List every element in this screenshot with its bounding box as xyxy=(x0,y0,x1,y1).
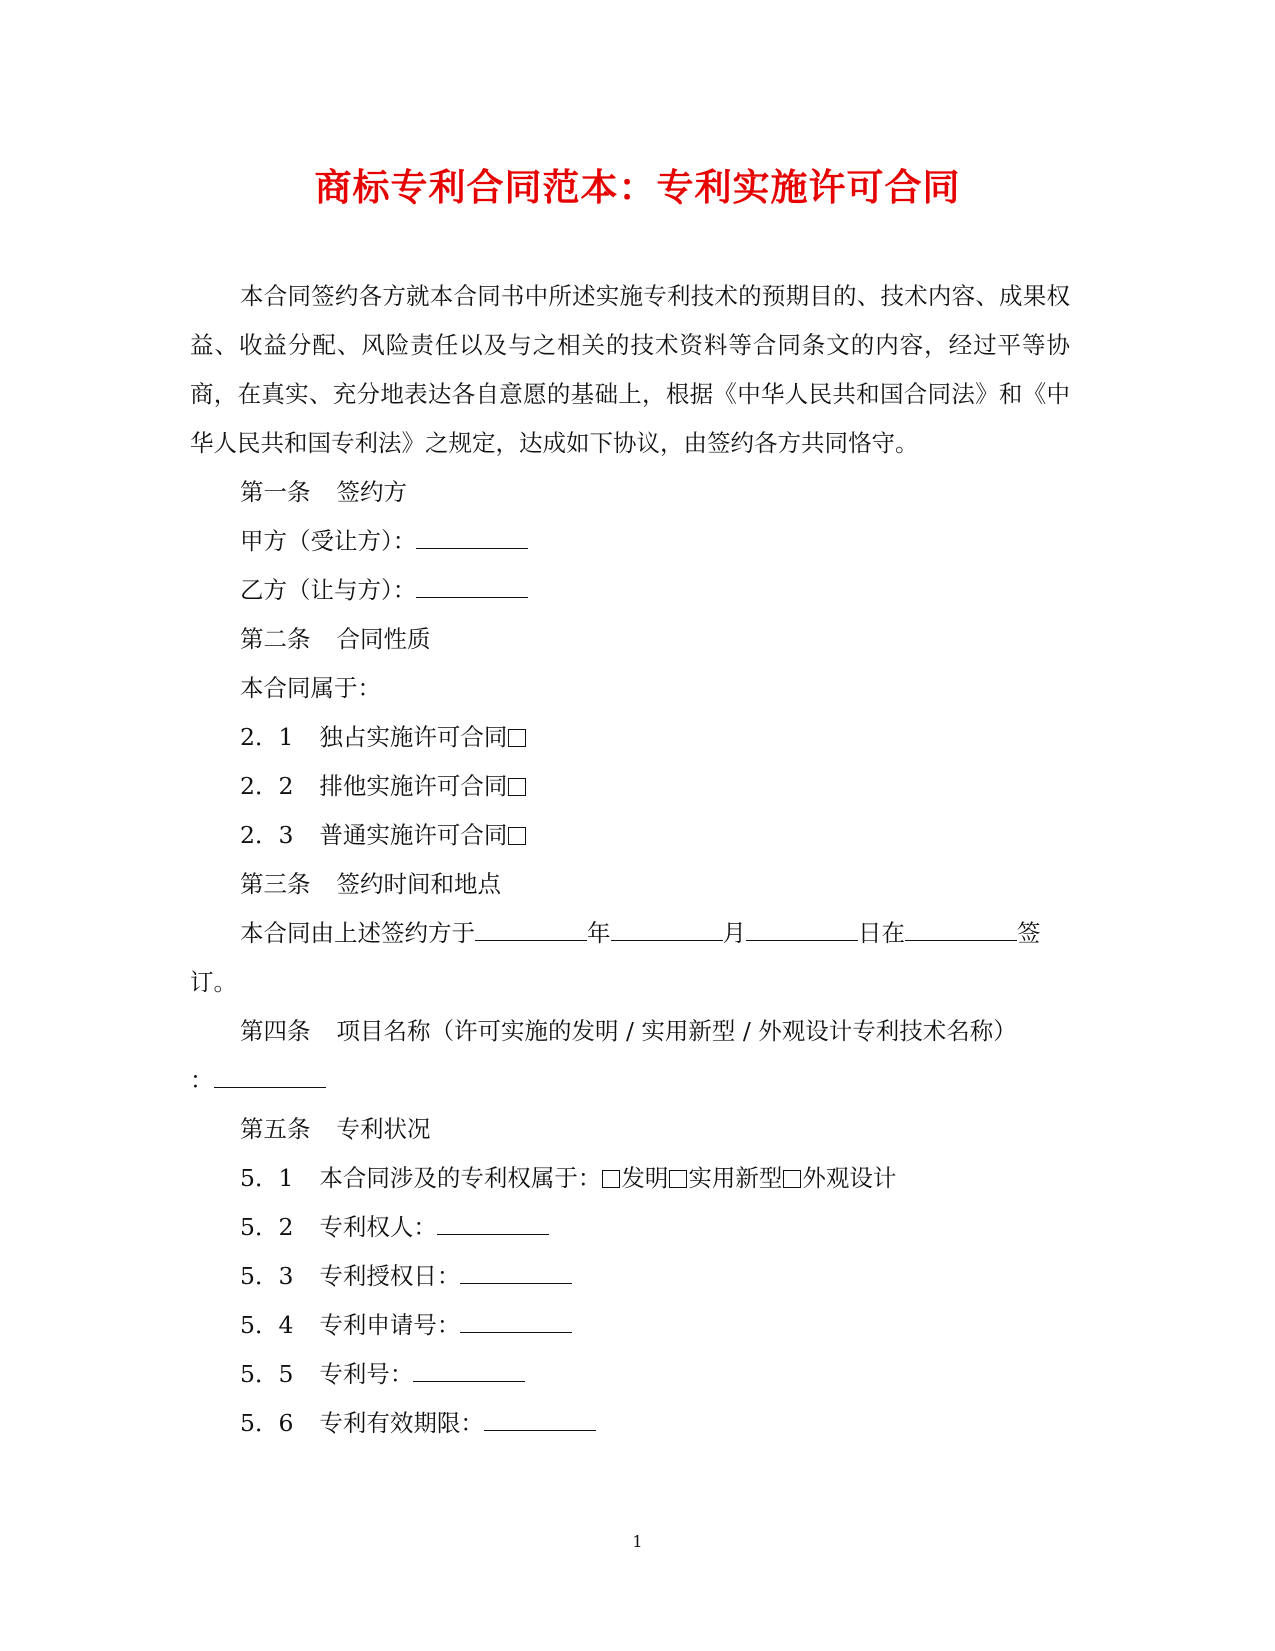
validity-period-blank[interactable] xyxy=(484,1412,596,1431)
article-5-heading: 第五条 专利状况 xyxy=(240,1115,431,1143)
checkbox-general[interactable] xyxy=(508,827,526,845)
checkbox-invention[interactable] xyxy=(602,1170,620,1188)
article-2-heading: 第二条 合同性质 xyxy=(240,625,431,653)
document-body xyxy=(190,272,1070,1448)
patent-number-blank[interactable] xyxy=(413,1363,525,1382)
day-blank[interactable] xyxy=(746,922,858,941)
party-b-blank[interactable] xyxy=(416,579,528,598)
checkbox-sole[interactable] xyxy=(508,778,526,796)
project-name-line: ： xyxy=(190,1056,1070,1105)
patent-info-line: 5．5 专利号： xyxy=(190,1350,1070,1399)
party-a-line: 甲方（受让方）： xyxy=(190,517,1070,566)
contract-type-option: 2．2 排他实施许可合同 xyxy=(190,762,1070,811)
project-name-blank[interactable] xyxy=(214,1069,326,1088)
checkbox-design[interactable] xyxy=(783,1170,801,1188)
year-blank[interactable] xyxy=(475,922,587,941)
place-blank[interactable] xyxy=(905,922,1017,941)
checkbox-utility-model[interactable] xyxy=(669,1170,687,1188)
party-a-blank[interactable] xyxy=(416,530,528,549)
checkbox-exclusive[interactable] xyxy=(508,729,526,747)
month-blank[interactable] xyxy=(611,922,723,941)
patent-info-line: 5．3 专利授权日： xyxy=(190,1252,1070,1301)
intro-paragraph: 本合同签约各方就本合同书中所述实施专利技术的预期目的、技术内容、成果权益、收益分配、风险责任以及与之相关的技术资料等合同条文的内容，经过平等协商，在真实、充分地表达各自意愿的基础上，根据《中华人民共和国合同法》和《中华人民共和国专利法》之规定，达成如下协议，由签约各方共同恪守。 xyxy=(190,282,1070,457)
document-title: 商标专利合同范本：专利实施许可合同 xyxy=(314,166,961,209)
article-1-heading: 第一条 签约方 xyxy=(240,478,407,506)
party-b-line: 乙方（让与方）： xyxy=(190,566,1070,615)
contract-type-option: 2．1 独占实施许可合同 xyxy=(190,713,1070,762)
patent-type-line: 5．1 本合同涉及的专利权属于： 发明 实用新型 外观设计 xyxy=(240,1164,897,1192)
contract-type-option: 2．3 普通实施许可合同 xyxy=(190,811,1070,860)
article-3-heading: 第三条 签约时间和地点 xyxy=(240,870,501,898)
page-number: 1 xyxy=(632,1532,643,1551)
patent-info-line: 5．2 专利权人： xyxy=(190,1203,1070,1252)
patentee-blank[interactable] xyxy=(437,1216,549,1235)
signing-date-ending: 订。 xyxy=(190,968,237,996)
article-2-lead: 本合同属于： xyxy=(240,674,381,702)
signing-date-line: 本合同由上述签约方于 年 月 日在 签 xyxy=(240,919,1041,947)
patent-info-line: 5．6 专利有效期限： xyxy=(190,1399,1070,1448)
application-number-blank[interactable] xyxy=(460,1314,572,1333)
grant-date-blank[interactable] xyxy=(460,1265,572,1284)
patent-info-line: 5．4 专利申请号： xyxy=(190,1301,1070,1350)
article-4-heading: 第四条 项目名称（许可实施的发明 / 实用新型 / 外观设计专利技术名称） xyxy=(240,1017,1017,1045)
